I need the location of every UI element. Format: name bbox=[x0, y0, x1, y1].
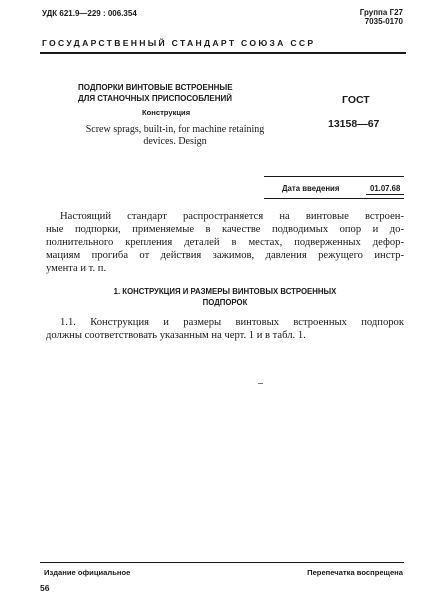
section-1-line-2: должны соответствовать указанным на черт. 1 и в табл. 1. bbox=[46, 330, 306, 341]
date-top-rule bbox=[264, 176, 404, 177]
english-title-line-2: devices. Design bbox=[143, 136, 207, 147]
section-1-paragraph bbox=[46, 316, 404, 342]
title-line-1: ПОДПОРКИ ВИНТОВЫЕ ВСТРОЕННЫЕ bbox=[78, 83, 233, 92]
section-1-heading bbox=[46, 286, 404, 308]
official-edition-label: Издание официальное bbox=[44, 568, 131, 577]
date-underline bbox=[366, 194, 404, 195]
intro-paragraph bbox=[46, 210, 404, 275]
english-title bbox=[70, 124, 280, 148]
title-line-2: ДЛЯ СТАНОЧНЫХ ПРИСПОСОБЛЕНИЙ bbox=[78, 94, 232, 103]
banner-rule bbox=[40, 52, 406, 54]
group-code: Группа Г27 bbox=[359, 8, 403, 17]
intro-date-value: 01.07.68 bbox=[370, 184, 401, 193]
page-number: 56 bbox=[40, 583, 50, 593]
section-1-line-1: 1.1. Конструкция и размеры винтовых встроенных подпорок bbox=[60, 317, 404, 328]
scan-mark bbox=[258, 383, 263, 384]
intro-line-1: Настоящий стандарт распространяется на винтовые встроен- bbox=[60, 211, 404, 222]
date-bottom-rule bbox=[264, 198, 404, 199]
intro-line-4: мациям прогиба от действия зажимов, давления режущего инстр- bbox=[46, 250, 404, 261]
intro-line-5: умента и т. п. bbox=[46, 263, 107, 274]
okp-code: 7035-0170 bbox=[364, 17, 403, 26]
english-title-line-1: Screw sprags, built-in, for machine retaining bbox=[85, 124, 265, 135]
gost-number: 13158—67 bbox=[328, 118, 380, 130]
document-subtitle: Конструкция bbox=[142, 108, 191, 117]
group-info bbox=[360, 8, 403, 26]
document-title bbox=[78, 82, 233, 104]
intro-date-label: Дата введения bbox=[282, 184, 340, 193]
standard-banner: ГОСУДАРСТВЕННЫЙ СТАНДАРТ СОЮЗА ССР bbox=[42, 38, 316, 48]
udk-code: УДК 621.9—229 : 006.354 bbox=[42, 9, 137, 18]
gost-label: ГОСТ bbox=[342, 94, 370, 106]
section-1-heading-line-2: ПОДПОРОК bbox=[202, 298, 248, 307]
reprint-prohibited-label: Перепечатка воспрещена bbox=[307, 568, 403, 577]
intro-line-2: ные подпорки, применяемые в качестве подводимых опор и до- bbox=[46, 224, 404, 235]
footer-rule bbox=[40, 562, 404, 563]
section-1-heading-line-1: 1. КОНСТРУКЦИЯ И РАЗМЕРЫ ВИНТОВЫХ ВСТРОЕННЫХ bbox=[113, 287, 337, 296]
intro-line-3: полнительного крепления деталей в местах, подверженных дефор- bbox=[46, 237, 404, 248]
